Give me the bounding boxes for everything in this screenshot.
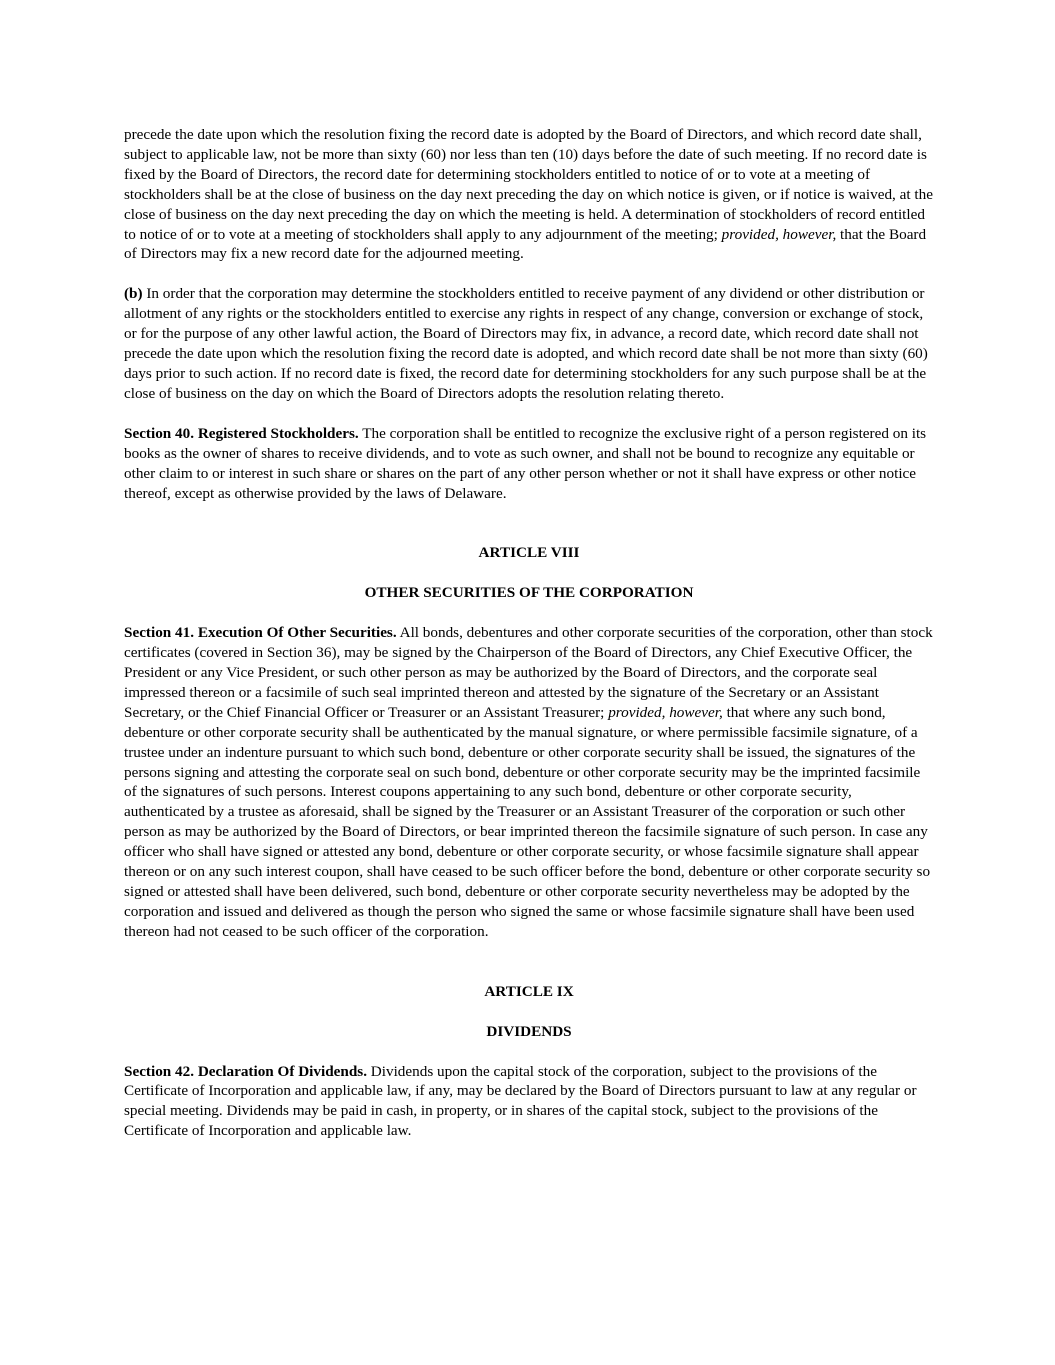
- paragraph-text: All bonds, debentures and other corporate securities of the corporation, other than stock certificates (covered in Section 36), may be signed by the Chairperson of the Board of Directors, any Chief Executive Officer, the President or any Vice President, or such other person as may be authorized by the Board of Directors, and the corporate seal impressed thereon or a facsimile of such seal imprinted thereon and attested by the signature of the Secretary or an Assistant Secretary, or the Chief Financial Officer or Treasurer or an Assistant Treasurer;: [124, 624, 933, 721]
- paragraph-text: In order that the corporation may determine the stockholders entitled to receive payment of any dividend or other distribution or allotment of any rights or the stockholders entitled to exercise any rights in respect of any change, conversion or exchange of stock, or for the purpose of any other lawful action, the Board of Directors may fix, in advance, a record date, which record date shall not precede the date upon which the resolution fixing the record date is adopted, and which record date shall be not more than sixty (60) days prior to such action. If no record date is fixed, the record date for determining stockholders for any such purpose shall be at the close of business on the day on which the Board of Directors adopts the resolution relating thereto.: [124, 285, 928, 402]
- section-title: Section 40. Registered Stockholders.: [124, 424, 359, 442]
- proviso-italic: provided, however,: [721, 225, 837, 243]
- article-9-heading: ARTICLE IX: [484, 982, 574, 1000]
- subsection-b-paragraph: [124, 284, 934, 403]
- section-title: Section 41. Execution Of Other Securities.: [124, 624, 397, 642]
- section-title: Section 42. Declaration Of Dividends.: [124, 1062, 367, 1080]
- paragraph-text: The corporation shall be entitled to recognize the exclusive right of a person registered on its books as the owner of shares to receive dividends, and to vote as such owner, and shall not be bound to recognize any equitable or other claim to or interest in such share or shares on the part of any other person whether or not it shall have express or other notice thereof, except as otherwise provided by the laws of Delaware.: [124, 424, 927, 502]
- proviso-italic: provided, however,: [608, 703, 723, 721]
- subsection-label: (b): [124, 285, 143, 303]
- record-date-paragraph: [124, 125, 934, 264]
- article-8-title: OTHER SECURITIES OF THE CORPORATION: [364, 584, 694, 602]
- article-8-heading: ARTICLE VIII: [478, 544, 580, 562]
- document-page: [124, 125, 934, 1141]
- paragraph-text: that the Board of Directors may fix a new record date for the adjourned meeting.: [124, 225, 927, 263]
- section-40-paragraph: [124, 424, 934, 504]
- paragraph-text: that where any such bond, debenture or other corporate security shall be authenticated by the manual signature, or where permissible facsimile signature, of a trustee under an indenture pursuant to which such bond, debenture or other corporate security shall be issued, the signatures of the persons signing and attesting the corporate seal on such bond, debenture or other corporate security may be the imprinted facsimile of the signatures of such persons. Interest coupons appertaining to any such bond, debenture or other corporate security, authenticated by a trustee as aforesaid, shall be signed by the Treasurer or an Assistant Treasurer of the corporation or such other person as may be authorized by the Board of Directors, or bear imprinted thereon the facsimile signature of such person. In case any officer who shall have signed or attested any bond, debenture or other corporate security, or whose facsimile signature shall appear thereon or on any such interest coupon, shall have ceased to be such officer before the bond, debenture or other corporate security so signed or attested shall have been delivered, such bond, debenture or other corporate security nevertheless may be adopted by the corporation and issued and delivered as though the person who signed the same or whose facsimile signature shall have been used thereon had not ceased to be such officer of the corporation.: [124, 703, 931, 940]
- section-41-paragraph: [124, 623, 934, 942]
- paragraph-text: precede the date upon which the resolution fixing the record date is adopted by the Board of Directors, and which record date shall, subject to applicable law, not be more than sixty (60) nor less than ten (10) days before the date of such meeting. If no record date is fixed by the Board of Directors, the record date for determining stockholders entitled to notice of or to vote at a meeting of stockholders shall be at the close of business on the day next preceding the day on which notice is given, or if notice is waived, at the close of business on the day next preceding the day on which the meeting is held. A determination of stockholders of record entitled to notice of or to vote at a meeting of stockholders shall apply to any adjournment of the meeting;: [124, 126, 933, 243]
- paragraph-text: Dividends upon the capital stock of the corporation, subject to the provisions of the Certificate of Incorporation and applicable law, if any, may be declared by the Board of Directors pursuant to law at any regular or special meeting. Dividends may be paid in cash, in property, or in shares of the capital stock, subject to the provisions of the Certificate of Incorporation and applicable law.: [124, 1062, 917, 1140]
- article-9-title: DIVIDENDS: [486, 1022, 572, 1040]
- section-42-paragraph: [124, 1062, 934, 1142]
